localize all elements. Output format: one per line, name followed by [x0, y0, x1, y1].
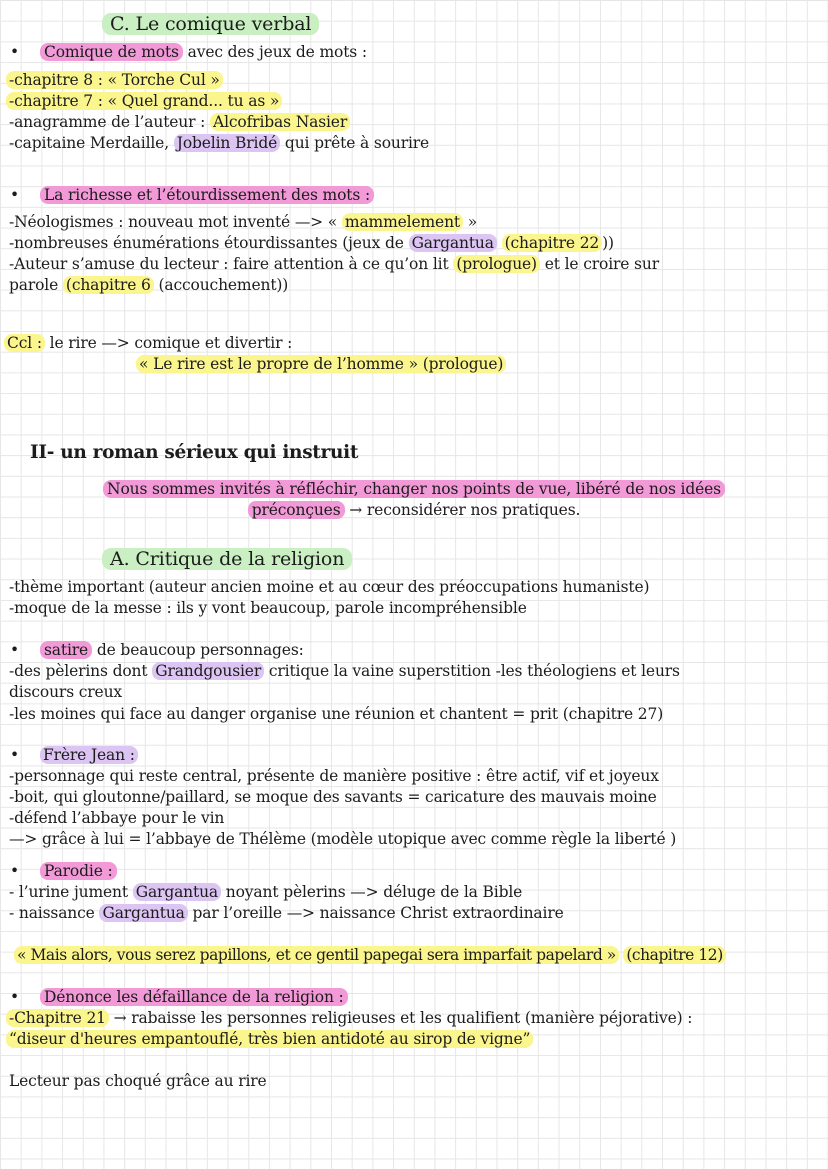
rire-quote: « Le rire est le propre de l’homme » (prologue)	[136, 354, 506, 375]
parodie-line-1: - l’urine jument Gargantua noyant pèlerins —> déluge de la Bible	[9, 883, 523, 901]
bullet-denonce: • Dénonce les défaillance de la religion :	[10, 987, 348, 1008]
anagramme-line: -anagramme de l’auteur : Alcofribas Nasier	[9, 112, 350, 133]
chapitre-7-line: -chapitre 7 : « Quel grand... tu as »	[6, 91, 282, 112]
part-2-intro-line-1: Nous sommes invités à réfléchir, changer nos points de vue, libéré de nos idées	[0, 479, 828, 500]
section-a-title: A. Critique de la religion	[102, 549, 352, 570]
ccl-label: Ccl :	[4, 334, 45, 352]
parodie-line-2: - naissance Gargantua par l’oreille —> naissance Christ extraordinaire	[9, 904, 564, 922]
bullet-dot: •	[10, 862, 19, 880]
part-2-title: II- un roman sérieux qui instruit	[30, 442, 359, 463]
jean-line-4: —> grâce à lui = l’abbaye de Thélème (modèle utopique avec comme règle la liberté )	[9, 830, 677, 848]
bullet-comique-de-mots: • Comique de mots avec des jeux de mots :	[10, 43, 367, 61]
discours-line: discours creux	[9, 683, 123, 701]
auteur-line: -Auteur s’amuse du lecteur : faire attention à ce qu’on lit (prologue) et le croire sur	[9, 255, 659, 273]
comique-de-mots-label: Comique de mots	[40, 43, 183, 61]
capitaine-line: -capitaine Merdaille, Jobelin Bridé qui prête à sourire	[9, 134, 430, 152]
chapitre-12-quote: « Mais alors, vous serez papillons, et ce gentil papegai sera imparfait papelard » (chapitre 12)	[14, 945, 726, 966]
jean-line-1: -personnage qui reste central, présente de manière positive : être actif, vif et joyeux	[9, 767, 659, 785]
bullet-dot: •	[10, 746, 19, 764]
bullet-dot: •	[10, 988, 19, 1006]
jean-line-3: -défend l’abbaye pour le vin	[9, 809, 225, 827]
part-2-intro-line-2: préconçues → reconsidérer nos pratiques.	[0, 500, 828, 521]
enumerations-line: -nombreuses énumérations étourdissantes (jeux de Gargantua (chapitre 22 ))	[9, 234, 614, 252]
theme-line: -thème important (auteur ancien moine et au cœur des préoccupations humaniste)	[9, 578, 650, 596]
neologismes-line: -Néologismes : nouveau mot inventé —> « mammelement »	[9, 213, 478, 231]
bullet-dot: •	[10, 43, 19, 61]
lecteur-line: Lecteur pas choqué grâce au rire	[9, 1072, 267, 1090]
moines-line: -les moines qui face au danger organise une réunion et chantent = prit (chapitre 27)	[9, 705, 664, 723]
bullet-richesse: • La richesse et l’étourdissement des mots :	[10, 185, 374, 206]
parole-line: parole (chapitre 6 (accouchement))	[9, 276, 289, 294]
conclusion-line: Ccl : le rire —> comique et divertir :	[4, 333, 292, 354]
bullet-parodie: • Parodie :	[10, 861, 117, 882]
chapitre-8-line: -chapitre 8 : « Torche Cul »	[6, 70, 223, 91]
jean-line-2: -boit, qui gloutonne/paillard, se moque des savants = caricature des mauvais moine	[9, 788, 657, 806]
bullet-dot: •	[10, 186, 19, 204]
section-c-title: C. Le comique verbal	[102, 14, 319, 35]
diseur-quote: “diseur d'heures empantouflé, très bien antidoté au sirop de vigne”	[6, 1029, 533, 1050]
bullet-satire: • satire de beaucoup personnages:	[10, 641, 304, 659]
bullet-frere-jean: • Frère Jean :	[10, 745, 138, 766]
messe-line: -moque de la messe : ils y vont beaucoup, parole incompréhensible	[9, 599, 527, 617]
chapitre-21-line: -Chapitre 21 → rabaisse les personnes religieuses et les qualifient (manière péjorative) :	[6, 1008, 692, 1029]
pelerins-line: -des pèlerins dont Grandgousier critique la vaine superstition -les théologiens et leurs	[9, 662, 680, 680]
bullet-dot: •	[10, 641, 19, 659]
